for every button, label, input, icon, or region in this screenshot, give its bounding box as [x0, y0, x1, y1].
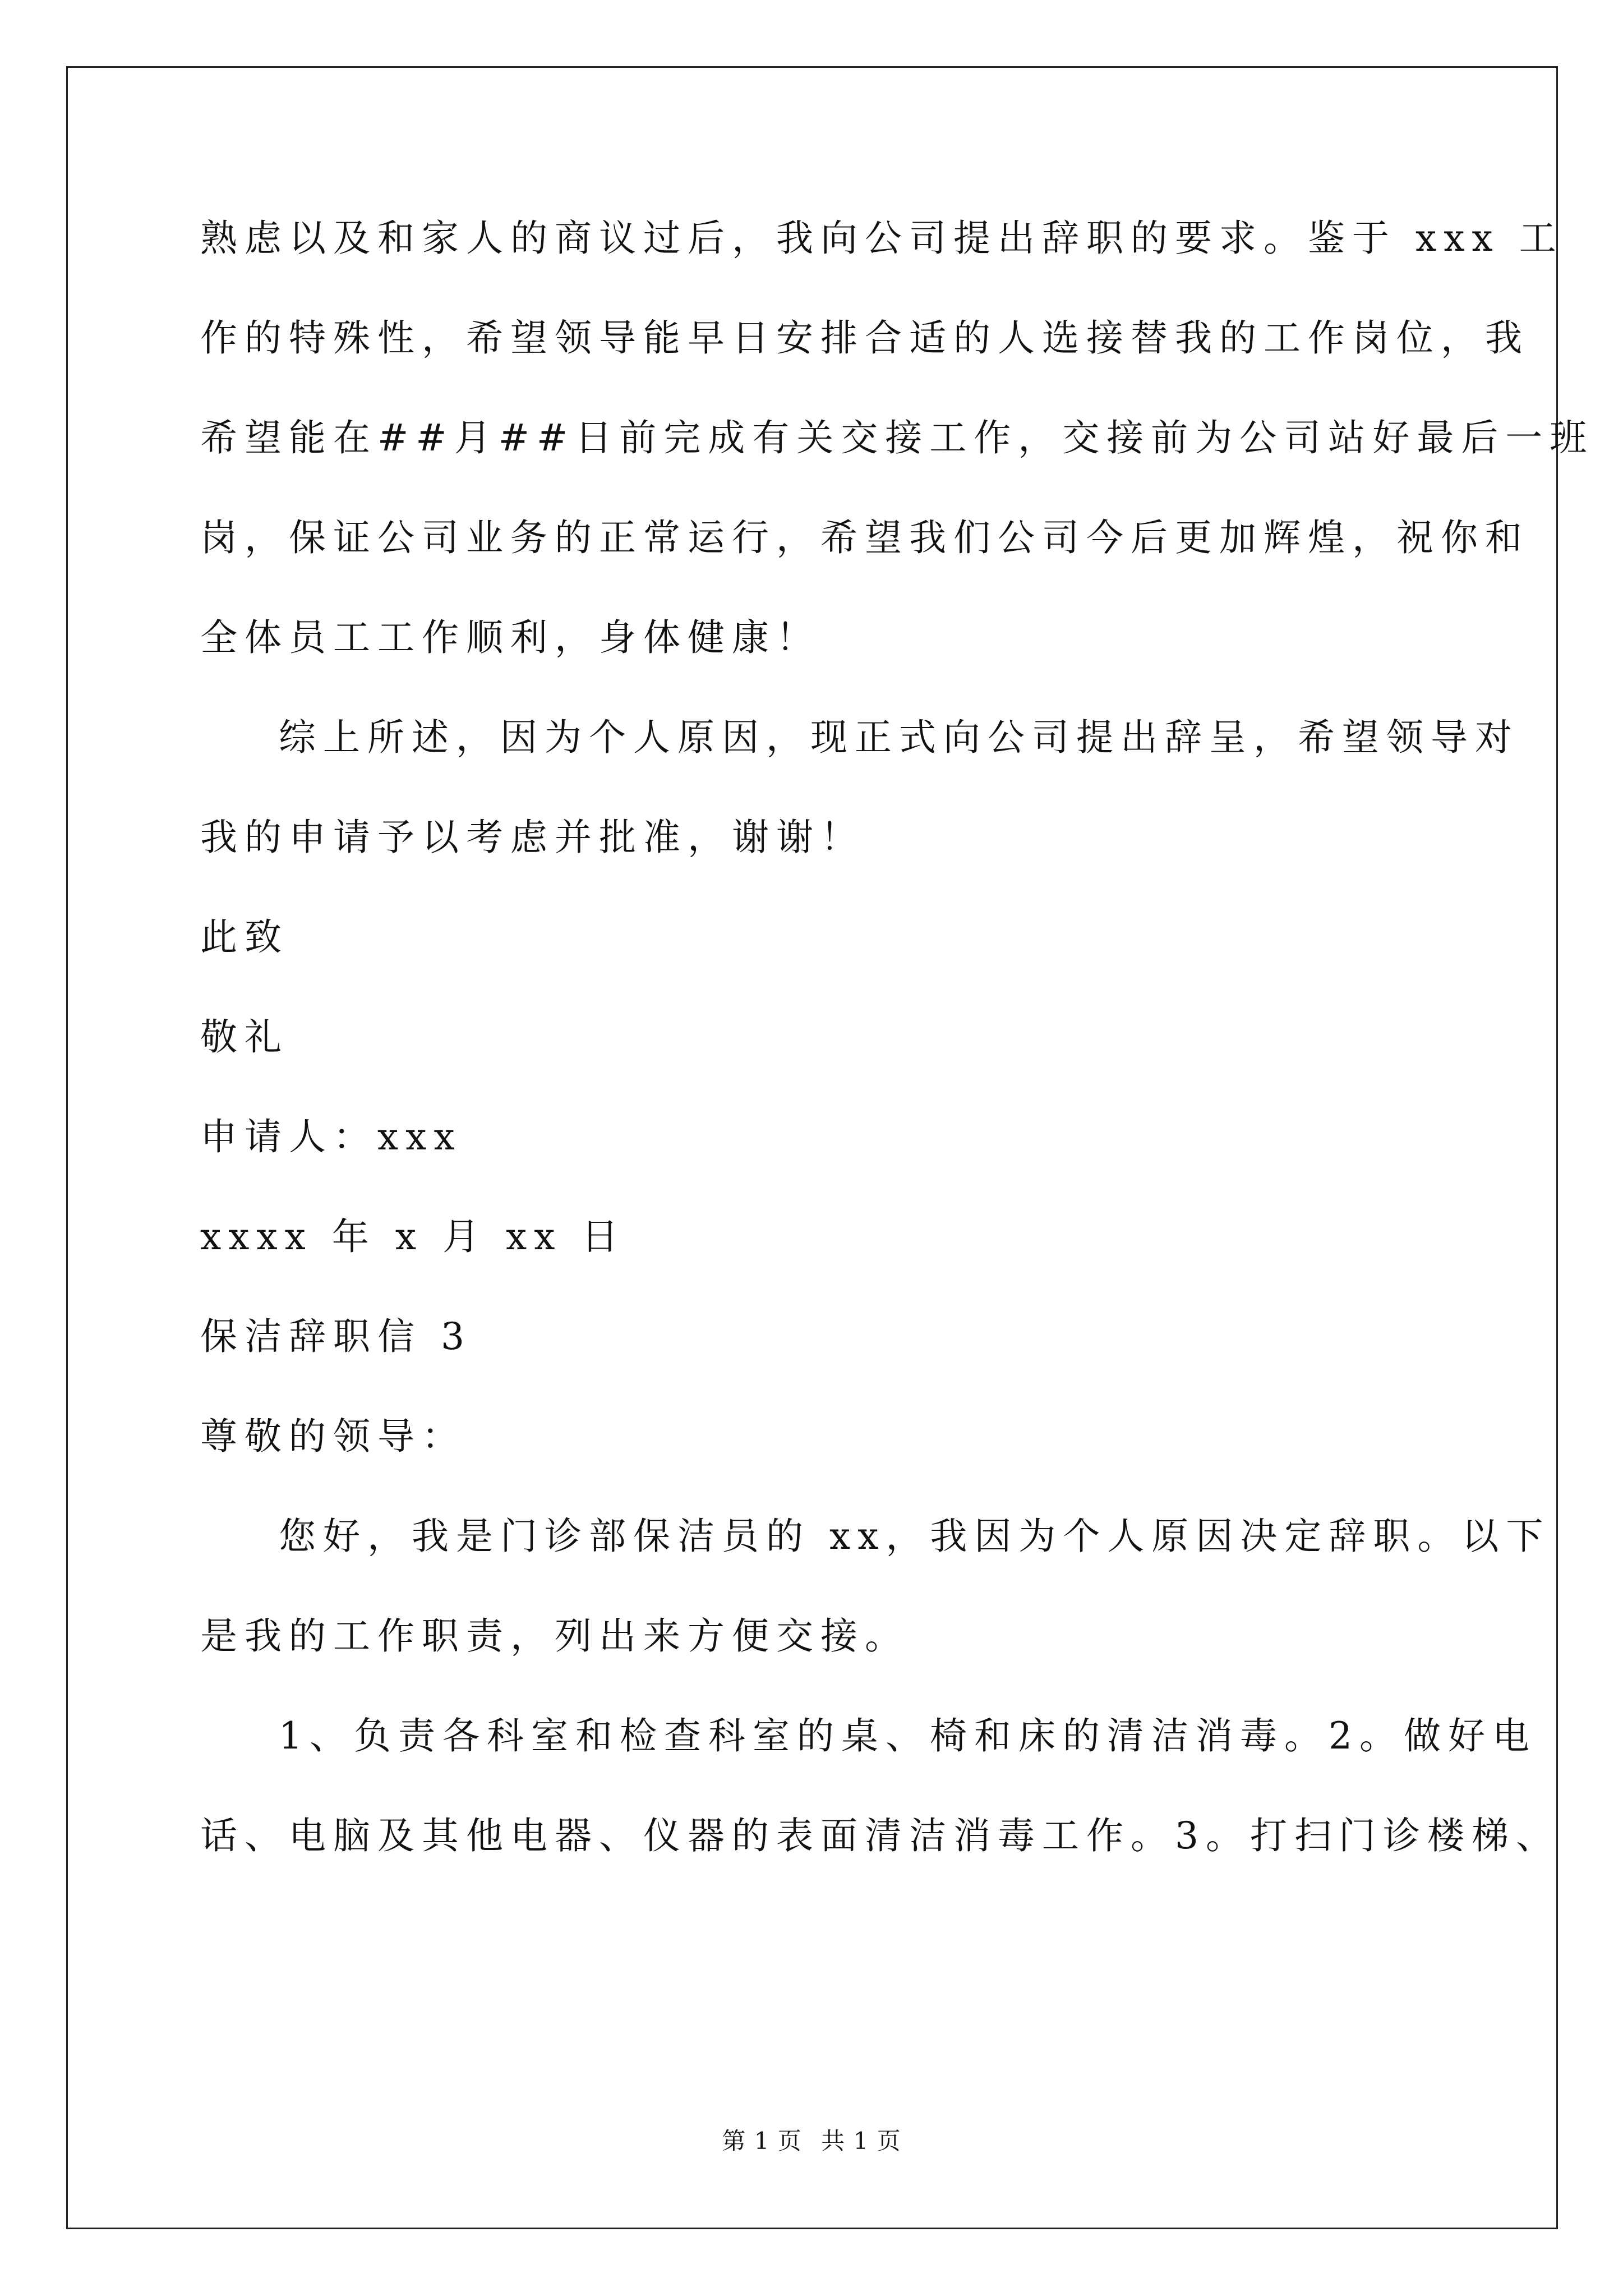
page-number-current: 第 1 页: [722, 2127, 802, 2155]
page-footer: [0, 2127, 1623, 2155]
section-heading: 保洁辞职信 3: [200, 1315, 472, 1358]
body-line: 熟虑以及和家人的商议过后，我向公司提出辞职的要求。鉴于 xxx 工: [200, 217, 1564, 260]
body-line: 您好，我是门诊部保洁员的 xx，我因为个人原因决定辞职。以下: [279, 1515, 1551, 1558]
salutation-regards: 敬礼: [200, 1015, 289, 1059]
body-line: 岗，保证公司业务的正常运行，希望我们公司今后更加辉煌，祝你和: [200, 516, 1529, 559]
page-number-total: 共 1 页: [821, 2127, 901, 2155]
applicant-line: 申请人：xxx: [200, 1115, 462, 1158]
salutation-closing: 此致: [200, 915, 289, 959]
body-line: 是我的工作职责，列出来方便交接。: [200, 1614, 909, 1658]
body-line: 作的特殊性，希望领导能早日安排合适的人选接替我的工作岗位，我: [200, 316, 1529, 360]
body-line: 话、电脑及其他电器、仪器的表面清洁消毒工作。3。打扫门诊楼梯、: [200, 1814, 1560, 1857]
greeting-line: 尊敬的领导：: [200, 1415, 466, 1458]
date-line: xxxx 年 x 月 xx 日: [200, 1215, 626, 1258]
body-line: 我的申请予以考虑并批准，谢谢！: [200, 816, 865, 859]
body-line: 1、负责各科室和检查科室的桌、椅和床的清洁消毒。2。做好电: [279, 1714, 1537, 1757]
body-line: 希望能在##月##日前完成有关交接工作，交接前为公司站好最后一班: [200, 416, 1594, 459]
body-line: 全体员工工作顺利，身体健康！: [200, 616, 820, 659]
body-line: 综上所述，因为个人原因，现正式向公司提出辞呈，希望领导对: [279, 716, 1519, 759]
